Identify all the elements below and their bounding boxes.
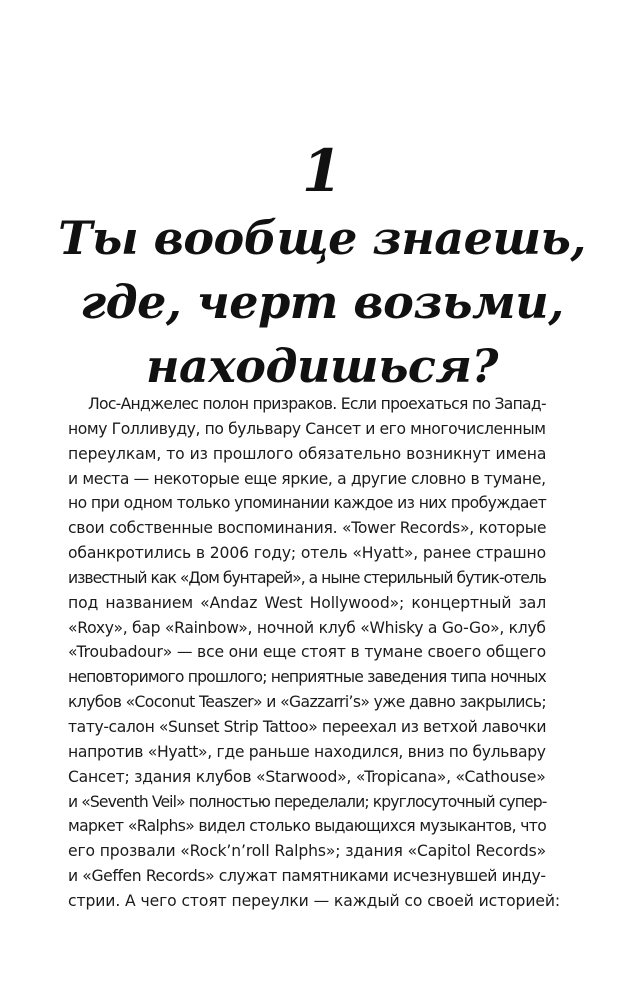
text-line: «Troubadour» — все они еще стоят в тумане своего общего [68, 643, 547, 662]
text-line: тату-салон «Sunset Strip Tattoo» переехал из ветхой лавочки [68, 717, 547, 736]
chapter-heading [0, 137, 644, 398]
text-line: неповторимого прошлого; неприятные заведения типа ночных [68, 668, 546, 687]
chapter-title [0, 206, 644, 398]
text-line: его прозвали «Rock’n’roll Ralphs»; здания «Capitol Records» [68, 842, 546, 861]
text-line: переулкам, то из прошлого обязательно возникнут имена [68, 444, 547, 463]
text-line: обанкротились в 2006 году; отель «Hyatt», ранее страшно [68, 544, 547, 563]
chapter-title-line: где, черт возьми, [80, 275, 564, 329]
text-line: стрии. А чего стоят переулки — каждый со своей историей: [68, 891, 561, 910]
body-paragraph [68, 392, 561, 914]
text-line: Сансет; здания клубов «Starwood», «Tropicana», «Cathouse» [68, 767, 546, 786]
chapter-title-line: находишься? [146, 339, 498, 393]
text-line: и места — некоторые еще яркие, а другие словно в тумане, [68, 469, 546, 488]
text-line: маркет «Ralphs» видел столько выдающихся музыкантов, что [68, 817, 547, 836]
text-line: Лос-Анджелес полон призраков. Если проехаться по Запад- [88, 395, 546, 413]
text-line: свои собственные воспоминания. «Tower Records», которые [68, 519, 547, 538]
text-line: известный как «Дом бунтарей», а ныне стерильный бутик-отель [68, 568, 546, 587]
text-line: и «Seventh Veil» полностью переделали; круглосуточный супер- [68, 792, 547, 811]
text-line: «Roxy», бар «Rainbow», ночной клуб «Whisky a Go-Go», клуб [68, 618, 546, 637]
chapter-number: 1 [301, 137, 343, 205]
text-line: клубов «Coconut Teaszer» и «Gazzarri’s» уже давно закрылись; [68, 693, 546, 712]
text-line: ному Голливуду, по бульвару Сансет и его многочисленным [68, 419, 546, 438]
text-line: но при одном только упоминании каждое из них пробуждает [68, 494, 547, 513]
text-line: напротив «Hyatt», где раньше находился, вниз по бульвару [68, 742, 546, 761]
text-line: под названием «Andaz West Hollywood»; концертный зал [68, 593, 547, 612]
chapter-title-line: Ты вообще знаешь, [58, 211, 586, 265]
text-line: и «Geffen Records» служат памятниками исчезнувшей инду- [68, 867, 546, 886]
